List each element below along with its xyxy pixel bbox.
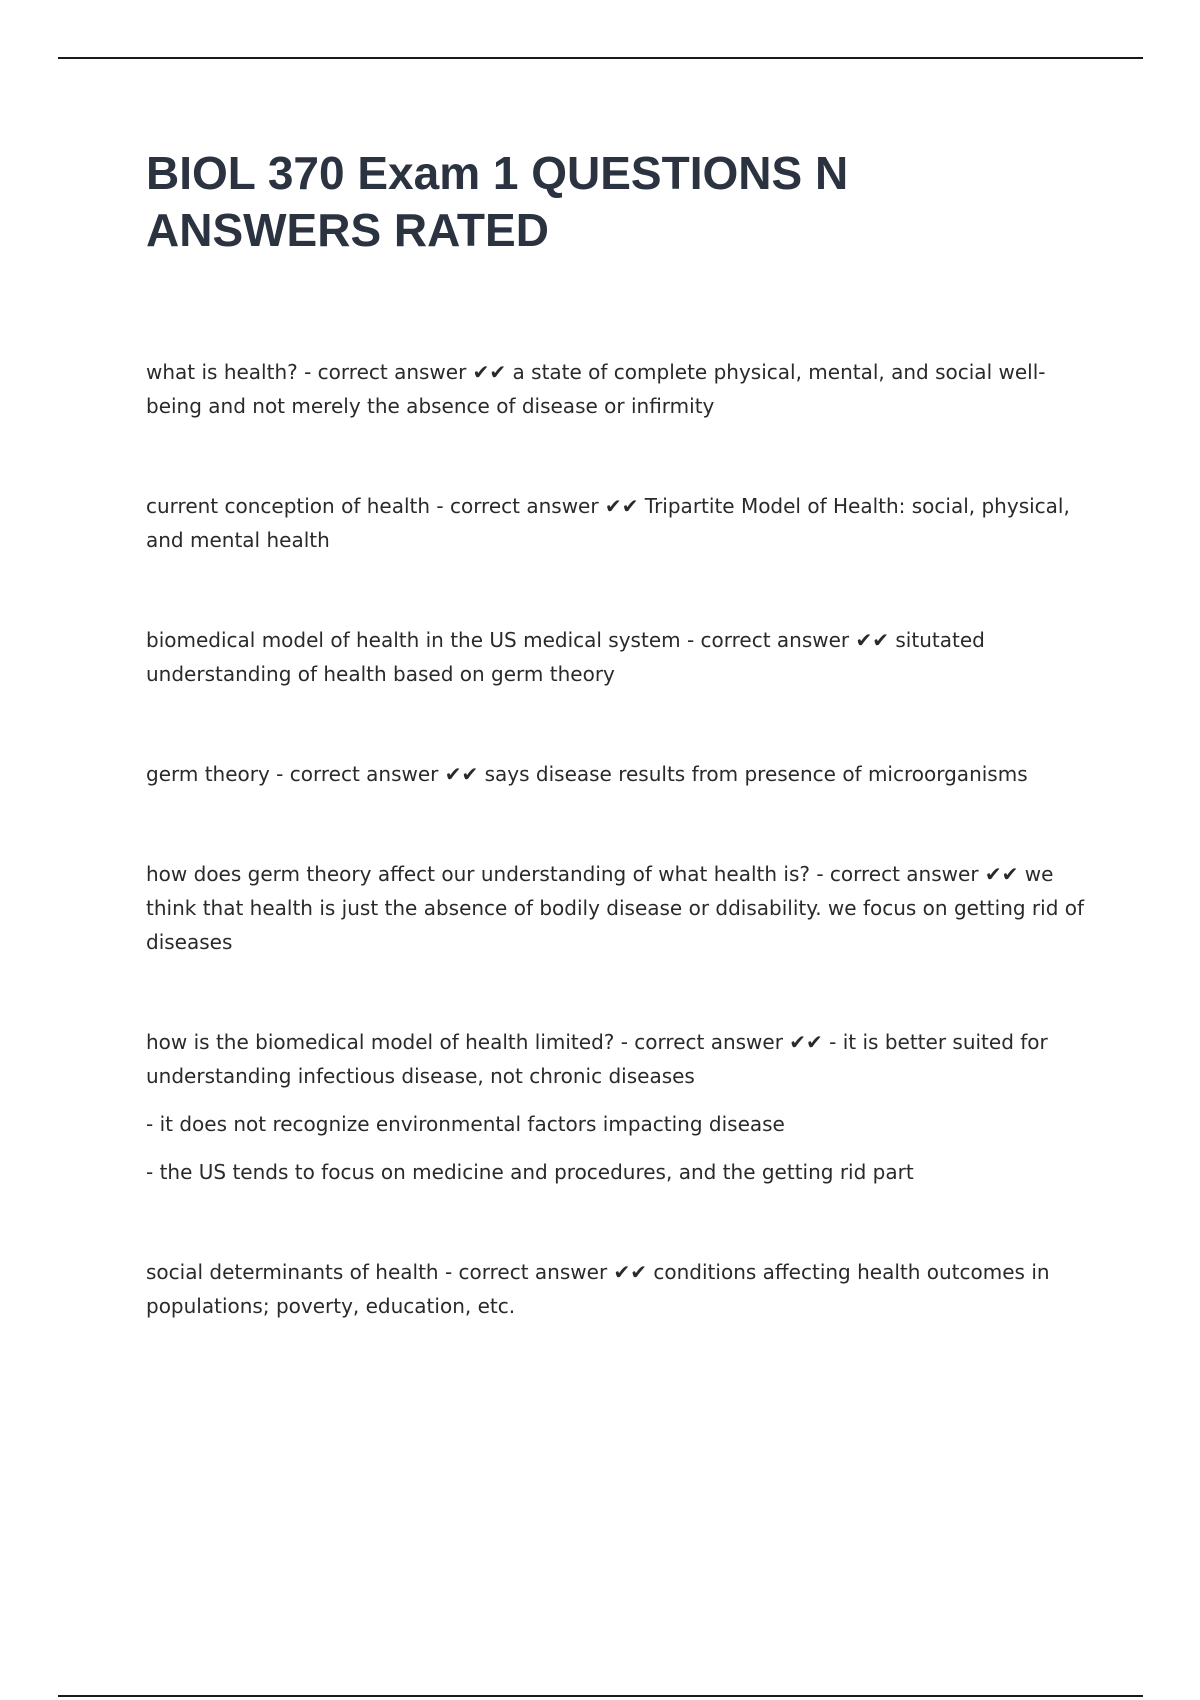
qa-entry xyxy=(146,1025,1091,1189)
qa-entry xyxy=(146,757,1091,791)
qa-entry xyxy=(146,857,1091,959)
top-divider xyxy=(58,57,1143,59)
document-title: BIOL 370 Exam 1 QUESTIONS N ANSWERS RATED xyxy=(146,147,849,256)
qa-text: germ theory - correct answer ✔✔ says disease results from presence of microorganisms xyxy=(146,762,1028,786)
qa-entry xyxy=(146,1255,1091,1323)
qa-text: current conception of health - correct answer ✔✔ Tripartite Model of Health: social, physical, and mental health xyxy=(146,494,1070,552)
qa-entry xyxy=(146,623,1091,691)
bottom-divider xyxy=(58,1695,1143,1697)
qa-text: what is health? - correct answer ✔✔ a state of complete physical, mental, and social well-being and not merely the absence of disease or infirmity xyxy=(146,360,1046,418)
qa-bullet: - the US tends to focus on medicine and procedures, and the getting rid part xyxy=(146,1160,914,1184)
qa-text: biomedical model of health in the US medical system - correct answer ✔✔ situtated understanding of health based on germ theory xyxy=(146,628,985,686)
qa-text: social determinants of health - correct answer ✔✔ conditions affecting health outcomes in populations; poverty, education, etc. xyxy=(146,1260,1050,1318)
qa-list xyxy=(146,355,1091,1389)
qa-entry xyxy=(146,489,1091,557)
qa-text: how is the biomedical model of health limited? - correct answer ✔✔ - it is better suited for understanding infectious disease, not chronic diseases xyxy=(146,1030,1048,1088)
qa-text: how does germ theory affect our understanding of what health is? - correct answer ✔✔ we think that health is just the absence of bodily disease or ddisability. we focus on getting rid of diseases xyxy=(146,862,1085,954)
qa-bullet: - it does not recognize environmental factors impacting disease xyxy=(146,1112,785,1136)
qa-entry xyxy=(146,355,1091,423)
